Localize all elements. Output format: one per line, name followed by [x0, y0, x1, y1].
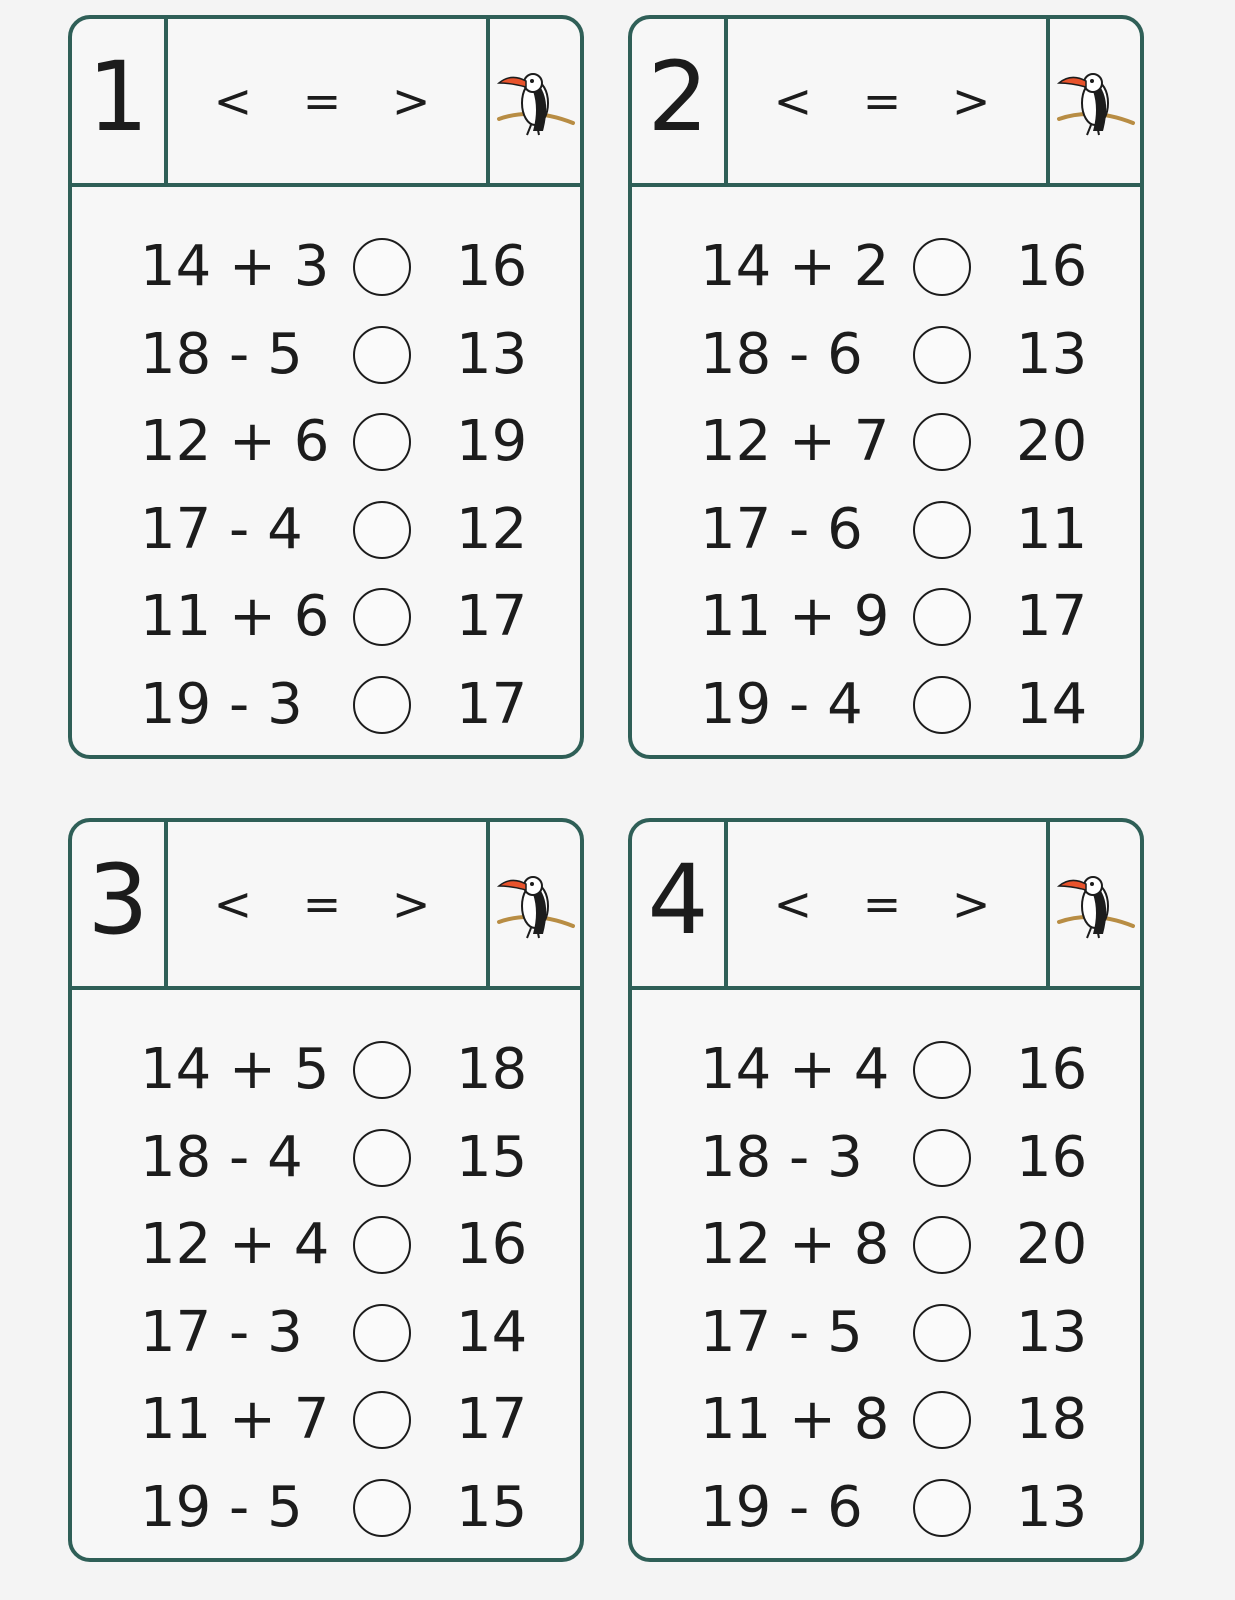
- exercise-row: [72, 311, 580, 399]
- target-value: 20: [1016, 409, 1088, 474]
- exercise-list: [72, 990, 580, 1558]
- answer-circle[interactable]: [913, 501, 971, 559]
- expression: 14 + 2: [700, 234, 890, 299]
- expression: 17 - 5: [700, 1300, 863, 1365]
- card-header: [72, 19, 580, 187]
- exercise-row: [72, 486, 580, 574]
- exercise-card-1: [68, 15, 584, 759]
- target-value: 18: [456, 1037, 528, 1102]
- target-value: 17: [456, 672, 528, 737]
- exercise-row: [72, 1114, 580, 1202]
- answer-circle[interactable]: [913, 1391, 971, 1449]
- answer-circle[interactable]: [913, 238, 971, 296]
- expression: 19 - 6: [700, 1475, 863, 1540]
- expression: 11 + 8: [700, 1387, 890, 1452]
- answer-circle[interactable]: [913, 1041, 971, 1099]
- exercise-row: [632, 1376, 1140, 1464]
- target-value: 13: [1016, 1300, 1088, 1365]
- expression: 18 - 4: [140, 1125, 303, 1190]
- exercise-list: [72, 187, 580, 755]
- target-value: 13: [1016, 1475, 1088, 1540]
- answer-circle[interactable]: [353, 1391, 411, 1449]
- exercise-row: [632, 223, 1140, 311]
- expression: 18 - 6: [700, 322, 863, 387]
- expression: 12 + 8: [700, 1212, 890, 1277]
- exercise-row: [632, 311, 1140, 399]
- expression: 14 + 3: [140, 234, 330, 299]
- expression: 19 - 4: [700, 672, 863, 737]
- exercise-row: [632, 398, 1140, 486]
- target-value: 12: [456, 497, 528, 562]
- exercise-row: [632, 1114, 1140, 1202]
- expression: 14 + 4: [700, 1037, 890, 1102]
- expression: 12 + 7: [700, 409, 890, 474]
- toucan-icon: [1050, 19, 1140, 183]
- exercise-row: [72, 661, 580, 749]
- toucan-icon: [1050, 822, 1140, 986]
- target-value: 15: [456, 1475, 528, 1540]
- card-header: [632, 822, 1140, 990]
- exercise-card-2: [628, 15, 1144, 759]
- answer-circle[interactable]: [353, 1041, 411, 1099]
- exercise-row: [632, 1464, 1140, 1552]
- expression: 17 - 4: [140, 497, 303, 562]
- comparison-symbols: < = >: [728, 19, 1050, 183]
- expression: 12 + 6: [140, 409, 330, 474]
- target-value: 13: [456, 322, 528, 387]
- expression: 18 - 3: [700, 1125, 863, 1190]
- answer-circle[interactable]: [353, 1216, 411, 1274]
- card-number: 2: [632, 19, 728, 183]
- expression: 17 - 6: [700, 497, 863, 562]
- answer-circle[interactable]: [353, 413, 411, 471]
- comparison-symbols: < = >: [168, 19, 490, 183]
- expression: 17 - 3: [140, 1300, 303, 1365]
- comparison-symbols: < = >: [728, 822, 1050, 986]
- target-value: 13: [1016, 322, 1088, 387]
- expression: 18 - 5: [140, 322, 303, 387]
- toucan-icon: [490, 19, 580, 183]
- target-value: 16: [1016, 1037, 1088, 1102]
- exercise-row: [72, 1026, 580, 1114]
- expression: 11 + 9: [700, 584, 890, 649]
- expression: 19 - 5: [140, 1475, 303, 1540]
- exercise-row: [632, 1201, 1140, 1289]
- answer-circle[interactable]: [913, 1479, 971, 1537]
- target-value: 18: [1016, 1387, 1088, 1452]
- exercise-row: [632, 486, 1140, 574]
- expression: 11 + 6: [140, 584, 330, 649]
- exercise-row: [632, 1026, 1140, 1114]
- answer-circle[interactable]: [913, 1304, 971, 1362]
- card-header: [632, 19, 1140, 187]
- target-value: 19: [456, 409, 528, 474]
- exercise-row: [72, 1289, 580, 1377]
- target-value: 14: [456, 1300, 528, 1365]
- target-value: 17: [456, 1387, 528, 1452]
- exercise-row: [72, 223, 580, 311]
- answer-circle[interactable]: [353, 1129, 411, 1187]
- answer-circle[interactable]: [913, 326, 971, 384]
- card-number: 3: [72, 822, 168, 986]
- target-value: 16: [456, 234, 528, 299]
- target-value: 17: [456, 584, 528, 649]
- expression: 11 + 7: [140, 1387, 330, 1452]
- expression: 12 + 4: [140, 1212, 330, 1277]
- card-header: [72, 822, 580, 990]
- answer-circle[interactable]: [913, 1216, 971, 1274]
- target-value: 16: [1016, 1125, 1088, 1190]
- answer-circle[interactable]: [353, 676, 411, 734]
- exercise-card-3: [68, 818, 584, 1562]
- card-number: 4: [632, 822, 728, 986]
- answer-circle[interactable]: [913, 413, 971, 471]
- exercise-card-4: [628, 818, 1144, 1562]
- comparison-symbols: < = >: [168, 822, 490, 986]
- target-value: 14: [1016, 672, 1088, 737]
- target-value: 16: [1016, 234, 1088, 299]
- toucan-icon: [490, 822, 580, 986]
- target-value: 11: [1016, 497, 1088, 562]
- expression: 19 - 3: [140, 672, 303, 737]
- answer-circle[interactable]: [913, 1129, 971, 1187]
- answer-circle[interactable]: [353, 326, 411, 384]
- target-value: 16: [456, 1212, 528, 1277]
- exercise-row: [72, 398, 580, 486]
- answer-circle[interactable]: [353, 588, 411, 646]
- card-number: 1: [72, 19, 168, 183]
- answer-circle[interactable]: [913, 588, 971, 646]
- answer-circle[interactable]: [353, 1479, 411, 1537]
- exercise-row: [72, 573, 580, 661]
- answer-circle[interactable]: [353, 1304, 411, 1362]
- exercise-row: [632, 661, 1140, 749]
- exercise-list: [632, 187, 1140, 755]
- expression: 14 + 5: [140, 1037, 330, 1102]
- exercise-row: [632, 1289, 1140, 1377]
- answer-circle[interactable]: [353, 501, 411, 559]
- target-value: 15: [456, 1125, 528, 1190]
- target-value: 20: [1016, 1212, 1088, 1277]
- answer-circle[interactable]: [353, 238, 411, 296]
- answer-circle[interactable]: [913, 676, 971, 734]
- target-value: 17: [1016, 584, 1088, 649]
- exercise-list: [632, 990, 1140, 1558]
- exercise-row: [72, 1464, 580, 1552]
- exercise-row: [72, 1376, 580, 1464]
- exercise-row: [72, 1201, 580, 1289]
- exercise-row: [632, 573, 1140, 661]
